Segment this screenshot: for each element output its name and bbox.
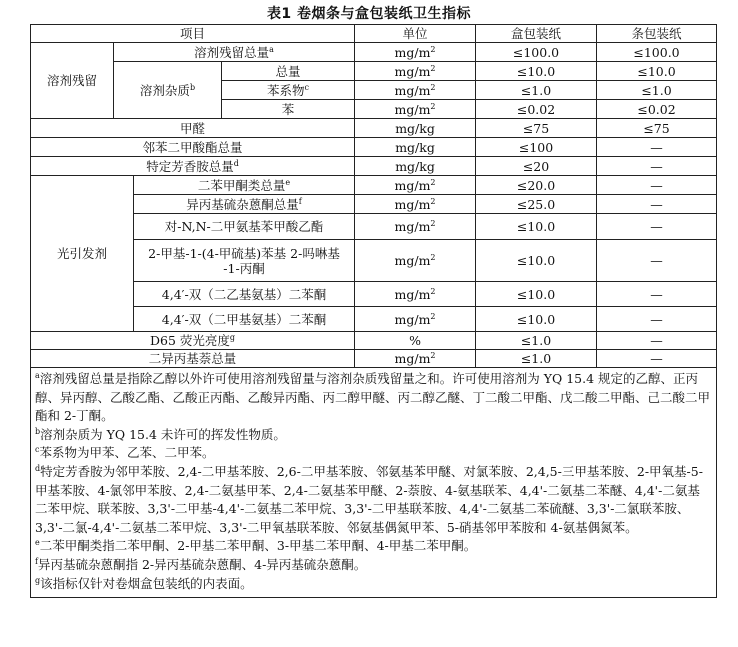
row-unit: mg/kg: [355, 157, 476, 176]
row-strip: ≤1.0: [597, 81, 717, 100]
note-d: $^d$特定芳香胺为邻甲苯胺、2,4-二甲基苯胺、2,6-二甲基苯胺、邻氨基苯甲醚、对氯苯胺、2,4,5-三甲基苯胺、2-甲氧基-5-甲基苯胺、4-氯邻甲苯胺、2,4-二氨基甲苯、2,4-二氨基苯甲醚、2-萘胺、4-氨基联苯、4,4'-二氨基二苯醚、4,4'-二氨基二苯甲烷、联苯胺、3,3'-二甲基-4,4'-二氨基二苯甲烷、3,3'-二甲基联苯胺、4,4'-二氨基二苯硫醚、3,3'-二氯联苯胺、3,3'-二氯-4,4'-二氨基二苯甲烷、3,3'-二甲氧基联苯胺、邻氨基偶氮甲苯、5-硝基邻甲苯胺和 4-氨基偶氮苯。: [35, 463, 703, 535]
row-strip: —: [597, 176, 717, 195]
row-label: 4,4′-双（二甲基氨基）二苯酮: [134, 307, 355, 332]
table-notes: [31, 368, 717, 598]
group-solvent-impurity: 溶剂杂质$^b$: [114, 62, 222, 119]
table-row: [31, 282, 717, 307]
group-photoinitiator: 光引发剂: [31, 176, 134, 332]
table-row: [31, 350, 717, 368]
table-row: [31, 119, 717, 138]
table-title: 表1 卷烟条与盒包装纸卫生指标: [266, 6, 472, 22]
row-label: D65 荧光亮度$^g$: [31, 332, 355, 350]
table-row: [31, 214, 717, 240]
row-box: ≤10.0: [476, 62, 597, 81]
notes-row: [31, 368, 717, 598]
row-box: ≤10.0: [476, 214, 597, 240]
row-unit: mg/kg: [355, 119, 476, 138]
row-label: 邻苯二甲酸酯总量: [31, 138, 355, 157]
row-box: ≤100.0: [476, 43, 597, 62]
row-strip: —: [597, 307, 717, 332]
note-c: $^c$苯系物为甲苯、乙苯、二甲苯。: [35, 445, 215, 461]
row-label: 溶剂残留总量$^a$: [114, 43, 355, 62]
row-box: ≤20: [476, 157, 597, 176]
note-g: $^g$该指标仅针对卷烟盒包装纸的内表面。: [35, 575, 253, 591]
row-unit: $mg/m^2$: [355, 62, 476, 81]
row-label: 对-N,N-二甲氨基苯甲酸乙酯: [134, 214, 355, 240]
table-row: [31, 157, 717, 176]
row-box: ≤75: [476, 119, 597, 138]
table-row: [31, 43, 717, 62]
row-box: ≤1.0: [476, 81, 597, 100]
row-strip: ≤10.0: [597, 62, 717, 81]
row-strip: ≤75: [597, 119, 717, 138]
hygiene-index-table: [30, 24, 717, 598]
row-box: ≤20.0: [476, 176, 597, 195]
row-unit: $mg/m^2$: [355, 307, 476, 332]
header-row: [31, 25, 717, 43]
row-strip: —: [597, 240, 717, 282]
row-strip: —: [597, 157, 717, 176]
row-strip: —: [597, 282, 717, 307]
table-row: [31, 138, 717, 157]
row-label: 总量: [222, 62, 355, 81]
table-row: [31, 332, 717, 350]
row-label: 苯: [222, 100, 355, 119]
row-label: 异丙基硫杂蒽酮总量$^f$: [134, 195, 355, 214]
row-box: ≤25.0: [476, 195, 597, 214]
note-e: $^e$二苯甲酮类指二苯甲酮、2-甲基二苯甲酮、3-甲基二苯甲酮、4-甲基二苯甲酮。: [35, 538, 477, 554]
row-strip: —: [597, 350, 717, 368]
header-strip: 条包装纸: [597, 25, 717, 43]
row-strip: —: [597, 138, 717, 157]
row-unit: $mg/m^2$: [355, 43, 476, 62]
row-strip: —: [597, 195, 717, 214]
row-unit: $mg/m^2$: [355, 282, 476, 307]
row-unit: $mg/m^2$: [355, 195, 476, 214]
row-unit: mg/kg: [355, 138, 476, 157]
table-row: [31, 307, 717, 332]
note-a: $^a$溶剂残留总量是指除乙醇以外许可使用溶剂残留量与溶剂杂质残留量之和。许可使用溶剂为 YQ 15.4 规定的乙醇、正丙醇、异丙醇、乙酸乙酯、乙酸正丙酯、乙酸异丙酯、丙二醇甲醚、丙二醇乙醚、丁二酸二甲酯、戊二酸二甲酯、己二酸二甲酯和 2-丁酮。: [35, 371, 711, 424]
row-box: ≤1.0: [476, 332, 597, 350]
row-label: 甲醛: [31, 119, 355, 138]
row-unit: $mg/m^2$: [355, 350, 476, 368]
row-label: 二异丙基萘总量: [31, 350, 355, 368]
row-label: 4,4′-双（二乙基氨基）二苯酮: [134, 282, 355, 307]
note-f: $^f$异丙基硫杂蒽酮指 2-异丙基硫杂蒽酮、4-异丙基硫杂蒽酮。: [35, 556, 367, 572]
row-unit: $mg/m^2$: [355, 176, 476, 195]
row-strip: ≤100.0: [597, 43, 717, 62]
group-solvent-residue: 溶剂残留: [31, 43, 114, 119]
row-box: ≤100: [476, 138, 597, 157]
note-b: $^b$溶剂杂质为 YQ 15.4 未许可的挥发性物质。: [35, 426, 286, 442]
table-row: [31, 62, 717, 81]
row-unit: %: [355, 332, 476, 350]
header-item: 项目: [31, 25, 355, 43]
row-strip: ≤0.02: [597, 100, 717, 119]
row-label: 苯系物$^c$: [222, 81, 355, 100]
row-box: ≤10.0: [476, 307, 597, 332]
table-row: [31, 195, 717, 214]
row-box: ≤0.02: [476, 100, 597, 119]
row-unit: $mg/m^2$: [355, 100, 476, 119]
row-unit: $mg/m^2$: [355, 81, 476, 100]
row-unit: $mg/m^2$: [355, 240, 476, 282]
row-box: ≤10.0: [476, 240, 597, 282]
row-box: ≤10.0: [476, 282, 597, 307]
table-row: [31, 240, 717, 282]
row-strip: —: [597, 214, 717, 240]
table-row: [31, 176, 717, 195]
row-box: ≤1.0: [476, 350, 597, 368]
row-label: 特定芳香胺总量$^d$: [31, 157, 355, 176]
row-label: 2-甲基-1-(4-甲硫基)苯基 2-吗啉基 -1-丙酮: [134, 240, 355, 282]
row-strip: —: [597, 332, 717, 350]
row-unit: $mg/m^2$: [355, 214, 476, 240]
row-label: 二苯甲酮类总量$^e$: [134, 176, 355, 195]
header-box: 盒包装纸: [476, 25, 597, 43]
header-unit: 单位: [355, 25, 476, 43]
